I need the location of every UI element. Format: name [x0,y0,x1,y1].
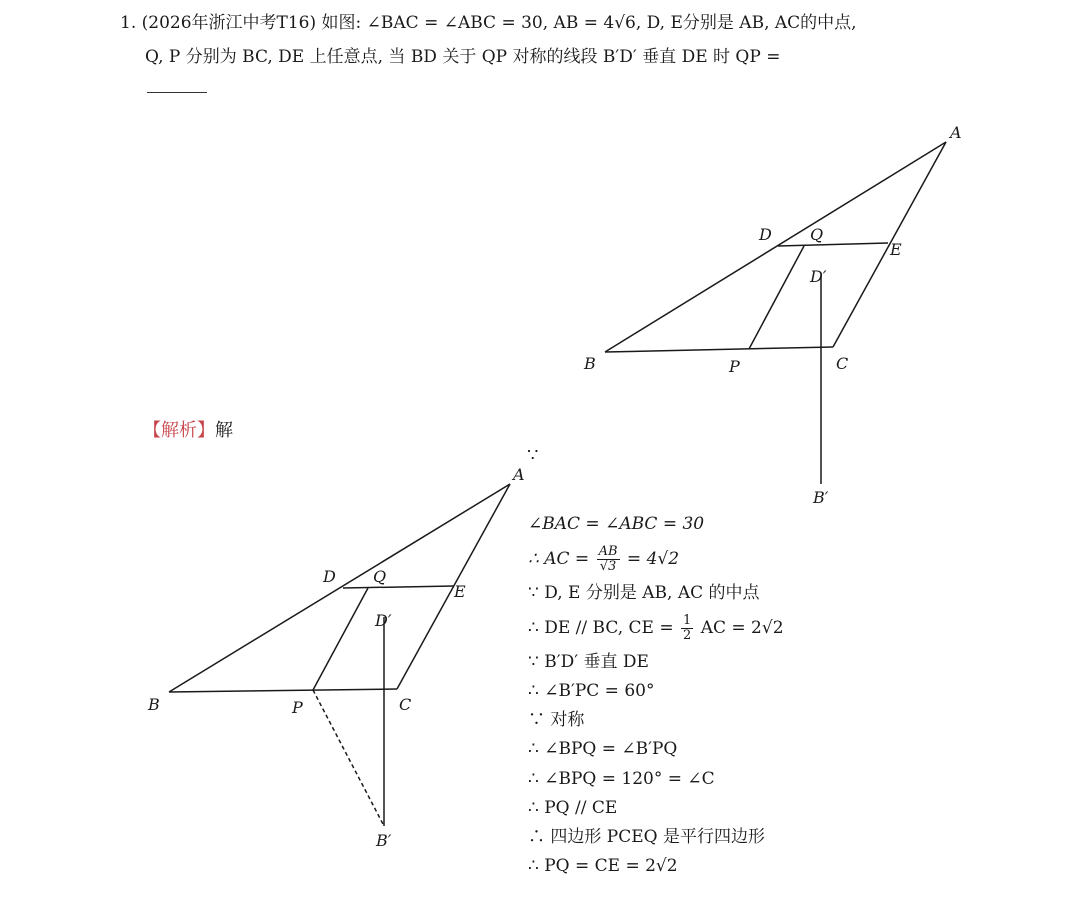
solution-steps [528,510,784,881]
solution-step-7: ∵ 对称 [528,710,585,731]
fraction-denominator: 2 [683,628,692,644]
step-2-post: = 4√2 [626,549,680,570]
label-D-prime-2: D′ [375,611,392,630]
analysis-text: 解 [215,420,233,441]
label-D: D [759,225,772,244]
solution-step-9: ∴ ∠BPQ = 120° = ∠C [528,768,715,789]
label-A-2: A [513,465,525,484]
label-E: E [890,240,902,259]
label-D-2: D [323,567,336,586]
segment-DE-2 [343,586,454,588]
solution-step-2 [528,539,784,579]
solution-step-8: ∴ ∠BPQ = ∠B′PQ [528,739,678,760]
label-C: C [836,354,849,373]
label-B-prime: B′ [813,488,829,507]
solution-step-12: ∴ PQ = CE = 2√2 [528,855,678,876]
step-2-pre: ∴ AC = [528,549,590,570]
solution-step-1: ∠BAC = ∠ABC = 30 [528,514,705,534]
fraction-one-half [681,614,693,643]
segment-PQ-2 [313,588,368,690]
segment-BC-2 [169,689,397,692]
figure-2-lines [169,484,510,826]
label-A: A [950,123,962,142]
label-C-2: C [399,695,412,714]
fraction-denominator: √3 [599,559,617,575]
label-E-2: E [454,582,466,601]
label-P: P [729,357,740,376]
segment-PBprime-dashed [313,690,384,826]
label-D-prime: D′ [810,267,827,286]
question-line-1: 1. (2026年浙江中考T16) 如图: ∠BAC = ∠ABC = 30, AB = 4√6, D, E分别是 AB, AC的中点, [120,13,857,33]
step-4-post: AC = 2√2 [700,618,784,639]
solution-step-6: ∴ ∠B′PC = 60° [528,681,655,702]
label-P-2: P [292,698,303,717]
analysis-tag: 【解析】 [143,420,215,441]
solution-step-3: ∵ D, E 分别是 AB, AC 的中点 [528,583,760,604]
label-B-prime-2: B′ [376,831,392,850]
fraction-numerator: 1 [683,613,692,629]
solution-step-11: ∴ 四边形 PCEQ 是平行四边形 [528,826,766,847]
label-Q: Q [810,225,824,244]
label-Q-2: Q [373,567,387,586]
since-symbol: ∵ [527,445,539,466]
question-line-2: Q, P 分别为 BC, DE 上任意点, 当 BD 关于 QP 对称的线段 B′D′ 垂直 DE 时 QP = [145,47,781,67]
solution-step-5: ∵ B′D′ 垂直 DE [528,652,649,673]
step-4-pre: ∴ DE // BC, CE = [528,618,674,639]
fraction-ab-over-sqrt3 [597,545,620,574]
label-B: B [584,354,596,373]
solution-step-10: ∴ PQ // CE [528,797,618,818]
fraction-numerator: AB [598,544,618,560]
solution-step-4 [528,608,784,648]
label-B-2: B [148,695,160,714]
